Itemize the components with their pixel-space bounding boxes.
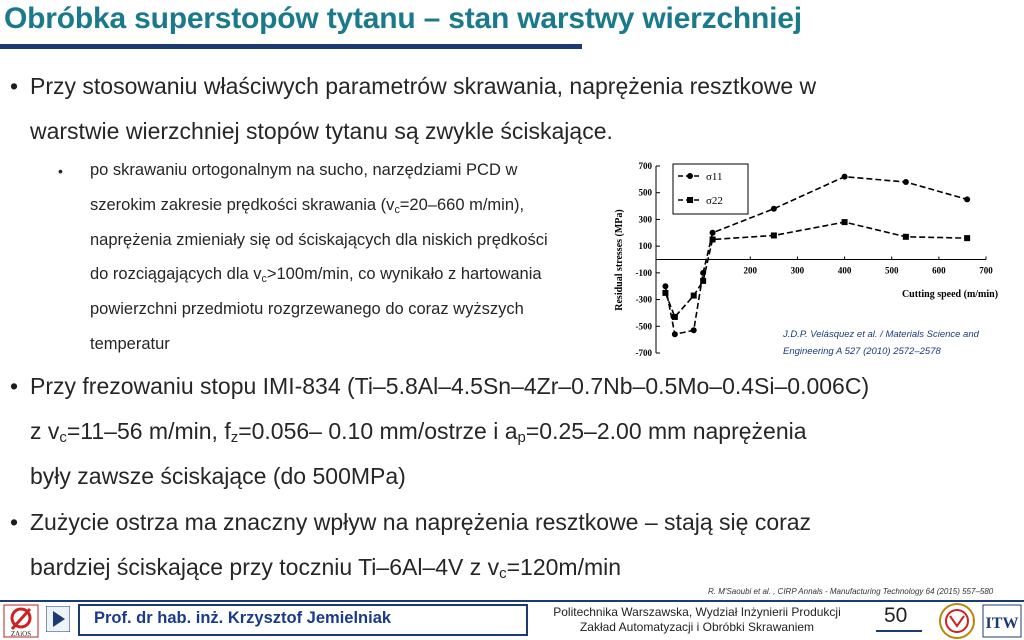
author-name: Prof. dr hab. inż. Krzysztof Jemielniak [94, 609, 392, 627]
bullet-1-dot: • [10, 73, 19, 99]
data-point [771, 206, 777, 212]
citation-velasquez: J.D.P. Velásquez et al. / Materials Science and Engineering A 527 (2010) 2572–2578 [783, 329, 979, 357]
bullet-2-dot: • [10, 373, 19, 399]
sub-bullet-line-4: do rozciągających dla $v_c>100m/\min$, co wynikało z hartowania [90, 265, 542, 285]
footer-divider [0, 600, 1024, 602]
y-tick-label: 500 [638, 187, 652, 198]
institution: Politechnika Warszawska, Wydział Inżynierii Produkcji Zakład Automatyzacji i Obróbki Skrawaniem [553, 605, 841, 634]
y-tick-label: 700 [638, 161, 652, 171]
y-tick-label: -100 [635, 267, 652, 278]
bullet-3-line-2: bardziej ściskające przy toczniu Ti–6Al–4V z $v_c=120m/\min$ [30, 554, 622, 582]
x-tick-label: 600 [932, 265, 946, 276]
legend-marker [687, 173, 693, 179]
y-tick-label: -500 [635, 321, 652, 332]
x-tick-label: 700 [979, 265, 993, 276]
legend-label: σ11 [706, 171, 723, 183]
data-point [691, 327, 697, 333]
data-point [672, 314, 678, 320]
data-point [700, 278, 706, 284]
x-tick-label: 300 [790, 265, 805, 276]
sub-bullet-line-2: szerokim zakresie prędkości skrawania ($v_c=20-660$ m/min), [90, 196, 525, 216]
bullet-3-line-1: Zużycie ostrza ma znaczny wpływ na naprężenia resztkowe – stają się coraz [30, 509, 812, 535]
data-point [691, 293, 697, 299]
y-tick-label: 100 [638, 241, 652, 252]
bullet-2-line-1: Przy frezowaniu stopu IMI-834 (Ti–5.8Al–4.5Sn–4Zr–0.7Nb–0.5Mo–0.4Si–0.006C) [30, 373, 870, 399]
x-tick-label: 500 [884, 265, 899, 276]
bullet-2-line-2: z $v_c=11-56$ m/min, $f_z=0.056-$ 0.10 mm/ostrze i $a_p=0.25-2.00$ mm naprężenia [30, 418, 807, 446]
data-point [842, 219, 848, 225]
sub-bullet-line-1: po skrawaniu ortogonalnym na sucho, narzędziami PCD w [90, 161, 518, 179]
bullet-1-line-1: Przy stosowaniu właściwych parametrów skrawania, naprężenia resztkowe w [30, 73, 817, 99]
data-point [964, 196, 970, 202]
play-icon[interactable] [46, 606, 70, 632]
x-tick-label: 200 [743, 265, 758, 276]
itw-logo [982, 604, 1022, 638]
sub-bullet-line-5: powierzchni przedmiotu rozgrzewanego do coraz wyższych [90, 300, 524, 318]
svg-text:ZAiOS: ZAiOS [10, 630, 32, 638]
data-point [842, 174, 848, 180]
y-tick-label: -700 [635, 348, 652, 358]
legend-label: σ22 [706, 195, 723, 207]
data-point [771, 232, 777, 238]
sub-bullet-line-6: temperatur [90, 335, 170, 353]
y-tick-label: 300 [638, 214, 652, 225]
data-point [903, 234, 909, 240]
data-point [672, 331, 678, 337]
chart-legend [673, 164, 748, 214]
data-point [964, 235, 970, 241]
zaios-logo [2, 603, 40, 639]
data-point [903, 179, 909, 185]
svg-text:ITW: ITW [985, 615, 1019, 632]
slide-number-underline [876, 630, 922, 632]
series-line-2 [665, 222, 967, 317]
x-tick-label: 400 [837, 265, 852, 276]
data-point [662, 283, 668, 289]
sub-bullet-line-3: naprężenia zmieniały się od ściskających dla niskich prędkości [90, 231, 548, 249]
data-point [662, 290, 668, 296]
data-point [710, 236, 716, 242]
slide-title: Obróbka superstopów tytanu – stan warstwy wierzchniej [4, 2, 802, 35]
bullet-3-dot: • [10, 509, 19, 535]
x-axis-label: Cutting speed (m/min) [901, 289, 999, 300]
bullet-2-line-3: były zawsze ściskające (do 500MPa) [30, 463, 406, 489]
university-seal-logo [936, 602, 978, 640]
bullet-1-line-2: warstwie wierzchniej stopów tytanu są zwykle ściskające. [30, 118, 613, 144]
y-tick-label: -300 [635, 294, 652, 305]
title-underline [0, 44, 582, 49]
sub-bullet-dot: • [58, 163, 63, 179]
slide-number: 50 [884, 604, 908, 627]
y-axis-label: Residual stresses (MPa) [614, 209, 625, 311]
legend-marker [687, 197, 693, 203]
citation-msaoubi: R. M'Saoubi et al. , CIRP Annals - Manufacturing Technology 64 (2015) 557–580 [708, 587, 994, 596]
data-point [710, 230, 716, 236]
